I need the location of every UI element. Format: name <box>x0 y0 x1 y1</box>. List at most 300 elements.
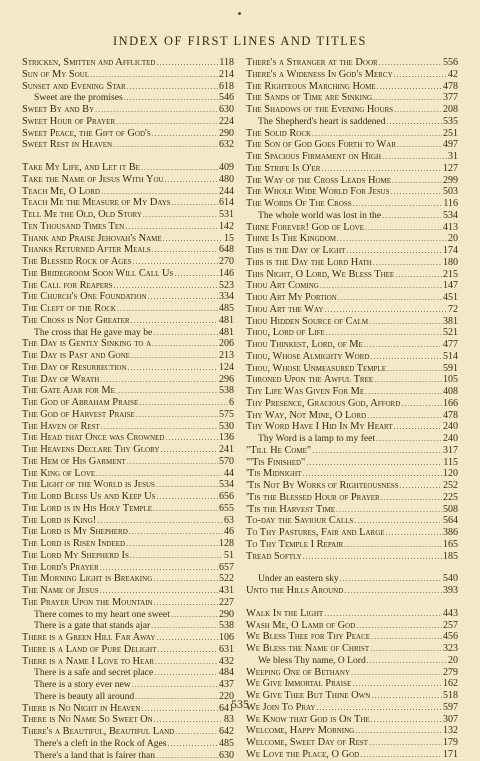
index-entry <box>246 527 458 539</box>
entry-title: The Day of Resurrection <box>22 362 127 374</box>
hymn-number: 252 <box>443 480 458 492</box>
index-entry <box>246 655 458 667</box>
hymn-number: 240 <box>443 433 458 445</box>
entry-title: Thou Hidden Source of Calm <box>246 316 368 328</box>
entry-title: We Give Thee But Thine Own <box>246 690 370 702</box>
entry-title: "'Tis Finished" <box>246 457 305 469</box>
index-entry <box>22 209 234 221</box>
index-entry <box>246 304 458 316</box>
index-entry <box>22 726 234 738</box>
hymn-number: 127 <box>443 163 458 175</box>
hymn-number: 105 <box>443 374 458 386</box>
dot-leader <box>153 573 218 585</box>
dot-leader <box>353 198 443 210</box>
index-entry <box>246 608 458 620</box>
hymn-number: 317 <box>443 445 458 457</box>
dot-leader <box>377 81 442 93</box>
hymn-number: 521 <box>443 327 458 339</box>
index-entry <box>22 268 234 280</box>
entry-title: The Morning Light is Breaking <box>22 573 152 585</box>
dot-leader <box>344 539 442 551</box>
index-entry <box>22 491 234 503</box>
entry-title: There is a Land of Pure Delight <box>22 644 157 656</box>
entry-title: The Church's One Foundation <box>22 291 147 303</box>
hymn-number: 142 <box>219 221 234 233</box>
dot-leader <box>320 280 442 292</box>
entry-title: There is a safe and secret place <box>34 667 153 679</box>
entry-title: The Lord is in His Holy Temple <box>22 503 152 515</box>
hymn-number: 214 <box>219 69 234 81</box>
hymn-number: 46 <box>224 526 234 538</box>
dot-leader <box>312 445 442 457</box>
dot-leader <box>382 210 442 222</box>
index-entry <box>246 725 458 737</box>
index-entry <box>246 421 458 433</box>
index-entry <box>22 338 234 350</box>
hymn-number: 225 <box>443 492 458 504</box>
dot-leader <box>153 327 218 339</box>
entry-title: The Day is Gently Sinking to a <box>22 338 151 350</box>
dot-leader <box>100 585 218 597</box>
dot-leader <box>127 456 218 468</box>
dot-leader <box>168 738 218 750</box>
dot-leader <box>392 175 442 187</box>
dot-leader <box>400 480 442 492</box>
hymn-number: 162 <box>443 678 458 690</box>
hymn-number: 31 <box>448 151 458 163</box>
entry-title: There comes to my heart one sweet <box>34 609 170 621</box>
index-entry <box>246 457 458 469</box>
dot-leader <box>96 468 223 480</box>
dot-leader <box>382 151 447 163</box>
entry-title: The Sands of Time are Sinking <box>246 92 372 104</box>
index-entry <box>246 585 458 597</box>
entry-title: We Love the Place, O God <box>246 749 359 761</box>
dot-leader <box>369 737 442 749</box>
entry-title: The Day of Wrath <box>22 374 99 386</box>
hymn-number: 409 <box>219 162 234 174</box>
hymn-number: 655 <box>219 503 234 515</box>
hymn-number: 51 <box>224 550 234 562</box>
hymn-number: 213 <box>219 350 234 362</box>
dot-leader <box>156 57 218 69</box>
entry-title: We Give Immortal Praise <box>246 678 351 690</box>
entry-title: There is No Night in Heaven <box>22 703 140 715</box>
dot-leader <box>153 503 218 515</box>
dot-leader <box>163 233 223 245</box>
entry-title: Thou, Whose Almighty Word <box>246 351 369 363</box>
dot-leader <box>151 620 218 632</box>
dot-leader <box>401 398 442 410</box>
hymn-number: 530 <box>219 421 234 433</box>
hymn-number: 503 <box>443 186 458 198</box>
dot-leader <box>152 338 218 350</box>
hymn-number: 538 <box>219 385 234 397</box>
entry-title: The God of Abraham Praise <box>22 397 138 409</box>
index-entry <box>246 445 458 457</box>
entry-title: Sweet Peace, the Gift of God's <box>22 128 151 140</box>
index-entry <box>22 503 234 515</box>
hymn-number: 556 <box>443 57 458 69</box>
index-entry <box>22 644 234 656</box>
index-entry <box>22 139 234 151</box>
index-entry <box>22 479 234 491</box>
index-entry <box>22 162 234 174</box>
index-entry <box>246 292 458 304</box>
hymn-number: 642 <box>219 726 234 738</box>
index-entry <box>22 397 234 409</box>
index-entry <box>246 678 458 690</box>
entry-title: Sun of My Soul <box>22 69 89 81</box>
index-entry <box>22 174 234 186</box>
dot-leader <box>113 139 218 151</box>
entry-title: We Know that God is On The <box>246 714 370 726</box>
hymn-number: 386 <box>443 527 458 539</box>
hymn-number: 485 <box>219 738 234 750</box>
hymn-number: 227 <box>219 597 234 609</box>
entry-title: The Lord's Prayer <box>22 562 99 574</box>
index-entry <box>246 643 458 655</box>
index-entry <box>246 631 458 643</box>
entry-title: The Heavens Declare Thy Glory <box>22 444 159 456</box>
hymn-number: 128 <box>219 538 234 550</box>
dot-leader <box>386 527 442 539</box>
index-entry <box>246 92 458 104</box>
index-entry <box>22 197 234 209</box>
entry-title: We Bless the Name of Christ <box>246 643 369 655</box>
dot-leader <box>125 221 218 233</box>
hymn-number: 575 <box>219 409 234 421</box>
dot-leader <box>124 92 218 104</box>
entry-title: "Till He Come" <box>246 445 311 457</box>
index-entry <box>22 550 234 562</box>
entry-title: Stricken, Smitten and Afflicted <box>22 57 155 69</box>
section-gap <box>246 597 458 608</box>
entry-title: The Solid Rock <box>246 128 311 140</box>
dot-leader <box>129 526 223 538</box>
entry-title: 'Tis the Blessed Hour of Prayer <box>246 492 380 504</box>
entry-title: The Way of the Cross Leads Home <box>246 175 391 187</box>
hymn-number: 165 <box>443 539 458 551</box>
hymn-number: 431 <box>219 585 234 597</box>
entry-title: Thy Way, Not Mine, O Lord <box>246 410 366 422</box>
entry-title: The Lord Bless Us and Keep Us <box>22 491 156 503</box>
index-entry <box>22 385 234 397</box>
hymn-number: 257 <box>443 620 458 632</box>
page-title: INDEX OF FIRST LINES AND TITLES <box>0 34 480 49</box>
hymn-number: 63 <box>224 515 234 527</box>
index-entry <box>246 386 458 398</box>
dot-leader <box>136 409 218 421</box>
dot-leader <box>90 69 218 81</box>
index-entry <box>246 316 458 328</box>
index-entry <box>22 656 234 668</box>
dot-leader <box>127 81 218 93</box>
dot-leader <box>338 292 442 304</box>
hymn-number: 174 <box>443 245 458 257</box>
dot-leader <box>152 244 218 256</box>
dot-leader <box>386 116 442 128</box>
dot-leader <box>131 350 218 362</box>
hymn-number: 290 <box>219 128 234 140</box>
hymn-number: 393 <box>443 585 458 597</box>
hymn-number: 534 <box>443 210 458 222</box>
hymn-number: 83 <box>224 714 234 726</box>
dot-leader <box>354 515 442 527</box>
entry-title: Sweet Rest in Heaven <box>22 139 112 151</box>
dot-leader <box>174 268 218 280</box>
index-entry <box>22 468 234 480</box>
hymn-number: 630 <box>219 750 234 761</box>
index-entry <box>22 291 234 303</box>
hymn-number: 546 <box>219 92 234 104</box>
index-entry <box>246 480 458 492</box>
dot-leader <box>132 256 218 268</box>
entry-title: Sweet Hour of Prayer <box>22 116 115 128</box>
index-entry <box>246 104 458 116</box>
entry-title: The Prayer Upon the Mountain <box>22 597 153 609</box>
hymn-number: 597 <box>443 702 458 714</box>
entry-title: Under an eastern sky <box>258 573 339 585</box>
entry-title: The Hem of His Garment <box>22 456 126 468</box>
entry-title: To-day the Saviour Calls <box>246 515 353 527</box>
entry-title: Wash Me, O Lamb of God <box>246 620 355 632</box>
dot-leader <box>391 186 442 198</box>
entry-title: Teach Me, O Lord <box>22 186 100 198</box>
entry-title: The Righteous Marching Home <box>246 81 376 93</box>
entry-title: Tell Me the Old, Old Story <box>22 209 142 221</box>
dot-leader <box>116 116 218 128</box>
index-entry <box>22 327 234 339</box>
entry-title: Thou, Lord of Life <box>246 327 325 339</box>
hymn-number: 270 <box>219 256 234 268</box>
top-dot-mark <box>238 12 241 15</box>
index-entry <box>246 620 458 632</box>
dot-leader <box>371 631 442 643</box>
hymn-number: 443 <box>443 608 458 620</box>
dot-leader <box>117 303 218 315</box>
hymn-number: 20 <box>448 233 458 245</box>
dot-leader <box>156 750 218 761</box>
dot-leader <box>101 186 218 198</box>
index-entry <box>22 632 234 644</box>
hymn-number: 432 <box>219 656 234 668</box>
entry-title: There is a Green Hill Far Away <box>22 632 155 644</box>
index-entry <box>246 128 458 140</box>
index-entry <box>246 69 458 81</box>
dot-leader <box>394 69 447 81</box>
entry-title: The Shadows of the Evening Hours <box>246 104 393 116</box>
entry-title: Tread Softly <box>246 551 302 563</box>
index-entry <box>22 714 234 726</box>
hymn-number: 497 <box>443 139 458 151</box>
entry-title: Weeping One of Bethany <box>246 667 350 679</box>
hymn-number: 220 <box>219 691 234 703</box>
dot-leader <box>370 351 442 363</box>
entry-title: Thy Life Was Given For Me <box>246 386 364 398</box>
hymn-number: 381 <box>443 316 458 328</box>
index-entry <box>246 163 458 175</box>
entry-title: Thou Thinkest, Lord, of Me <box>246 339 363 351</box>
entry-title: The Call for Reapers <box>22 280 113 292</box>
dot-leader <box>351 667 442 679</box>
hymn-number: 523 <box>219 280 234 292</box>
index-entry <box>246 515 458 527</box>
index-entry <box>22 69 234 81</box>
entry-title: The Lord is Risen Indeed <box>22 538 125 550</box>
index-entry <box>246 210 458 222</box>
dot-leader <box>154 597 218 609</box>
hymn-number: 323 <box>443 643 458 655</box>
entry-title: The whole world was lost in the <box>258 210 381 222</box>
hymn-number: 279 <box>443 667 458 679</box>
dot-leader <box>340 573 442 585</box>
dot-leader <box>100 562 218 574</box>
index-entry <box>246 539 458 551</box>
hymn-number: 251 <box>443 128 458 140</box>
entry-title: There is beauty all around <box>34 691 134 703</box>
index-entry <box>22 57 234 69</box>
dot-leader <box>172 197 218 209</box>
hymn-number: 477 <box>443 339 458 351</box>
index-entry <box>246 667 458 679</box>
index-entry <box>22 515 234 527</box>
hymn-number: 72 <box>448 304 458 316</box>
index-entry <box>246 139 458 151</box>
hymn-number: 632 <box>219 139 234 151</box>
index-entry <box>246 714 458 726</box>
hymn-number: 6 <box>229 397 234 409</box>
index-entry <box>22 374 234 386</box>
entry-title: Throned Upon the Awful Tree <box>246 374 373 386</box>
hymn-number: 171 <box>443 749 458 761</box>
entry-title: The King of Love <box>22 468 95 480</box>
dot-leader <box>397 139 442 151</box>
hymn-number: 437 <box>219 679 234 691</box>
entry-title: Take My Life, and Let it Be <box>22 162 140 174</box>
dot-leader <box>364 339 442 351</box>
dot-leader <box>376 433 442 445</box>
index-entry <box>22 573 234 585</box>
index-entry <box>22 538 234 550</box>
index-entry <box>246 551 458 563</box>
dot-leader <box>114 280 218 292</box>
hymn-number: 641 <box>219 703 234 715</box>
hymn-number: 481 <box>219 315 234 327</box>
entry-title: Sunset and Evening Star <box>22 81 126 93</box>
entry-title: The Words Of The Cross <box>246 198 352 210</box>
dot-leader <box>148 291 218 303</box>
hymn-number: 132 <box>443 725 458 737</box>
entry-title: Thanks Returned After Meals <box>22 244 151 256</box>
dot-leader <box>126 538 218 550</box>
hymn-number: 631 <box>219 644 234 656</box>
hymn-number: 124 <box>219 362 234 374</box>
dot-leader <box>312 128 442 140</box>
entry-title: 'Tis Not By Works of Righteousness <box>246 480 399 492</box>
entry-title: Take the Name of Jesus With You <box>22 174 164 186</box>
index-entry <box>22 597 234 609</box>
hymn-number: 481 <box>219 327 234 339</box>
dot-leader <box>365 386 442 398</box>
index-entry <box>22 585 234 597</box>
hymn-number: 484 <box>219 667 234 679</box>
dot-leader <box>139 397 228 409</box>
hymn-number: 485 <box>219 303 234 315</box>
hymn-number: 518 <box>443 690 458 702</box>
section-gap <box>246 562 458 573</box>
entry-title: The Gate Ajar for Me <box>22 385 115 397</box>
dot-leader <box>367 410 442 422</box>
dot-leader <box>352 678 442 690</box>
index-entry <box>246 398 458 410</box>
entry-title: Thank and Praise Jehovah's Name <box>22 233 162 245</box>
index-entry <box>22 409 234 421</box>
dot-leader <box>346 245 442 257</box>
hymn-number: 413 <box>443 222 458 234</box>
dot-leader <box>143 209 218 221</box>
entry-title: Thou Art Coming <box>246 280 319 292</box>
entry-title: There is a gate that stands ajar <box>34 620 150 632</box>
index-entry <box>246 245 458 257</box>
index-entry <box>22 315 234 327</box>
hymn-number: 514 <box>443 351 458 363</box>
hymn-number: 116 <box>443 198 458 210</box>
index-entry <box>22 128 234 140</box>
dot-leader <box>154 714 223 726</box>
entry-title: The Head that Once was Crowned <box>22 432 164 444</box>
entry-title: Thine Is The Kingdom <box>246 233 336 245</box>
dot-leader <box>381 492 442 504</box>
entry-title: There is No Name So Sweet On <box>22 714 153 726</box>
entry-title: Teach Me the Measure of My Days <box>22 197 171 209</box>
entry-title: The God of Harvest Praise <box>22 409 135 421</box>
hymn-number: 618 <box>219 81 234 93</box>
dot-leader <box>303 551 442 563</box>
dot-leader <box>337 233 447 245</box>
hymn-number: 648 <box>219 244 234 256</box>
hymn-number: 508 <box>443 504 458 516</box>
dot-leader <box>321 163 442 175</box>
hymn-number: 456 <box>443 631 458 643</box>
dot-leader <box>394 421 442 433</box>
page-number: 535 <box>0 697 480 712</box>
dot-leader <box>165 432 218 444</box>
entry-title: The Cleft of the Rock <box>22 303 116 315</box>
entry-title: The Cross is Not Greater <box>22 315 130 327</box>
index-entry <box>246 198 458 210</box>
entry-title: We Bless Thee for Thy Peace <box>246 631 370 643</box>
index-entry <box>246 374 458 386</box>
left-column <box>22 57 234 761</box>
dot-leader <box>100 374 218 386</box>
index-entry <box>22 667 234 679</box>
entry-title: The Day is Past and Gone <box>22 350 130 362</box>
entry-title: There is a Name I Love to Hear <box>22 656 154 668</box>
hymn-number: 570 <box>219 456 234 468</box>
hymn-number: 208 <box>443 104 458 116</box>
hymn-number: 614 <box>219 197 234 209</box>
index-entry <box>22 526 234 538</box>
index-entry <box>246 186 458 198</box>
dot-leader <box>128 362 218 374</box>
entry-title: This is the Day the Lord Hath <box>246 257 372 269</box>
right-column <box>246 57 458 761</box>
index-entry <box>246 327 458 339</box>
entry-title: To Thy Temple I Repair <box>246 539 343 551</box>
index-entry <box>22 104 234 116</box>
hymn-number: 656 <box>219 491 234 503</box>
